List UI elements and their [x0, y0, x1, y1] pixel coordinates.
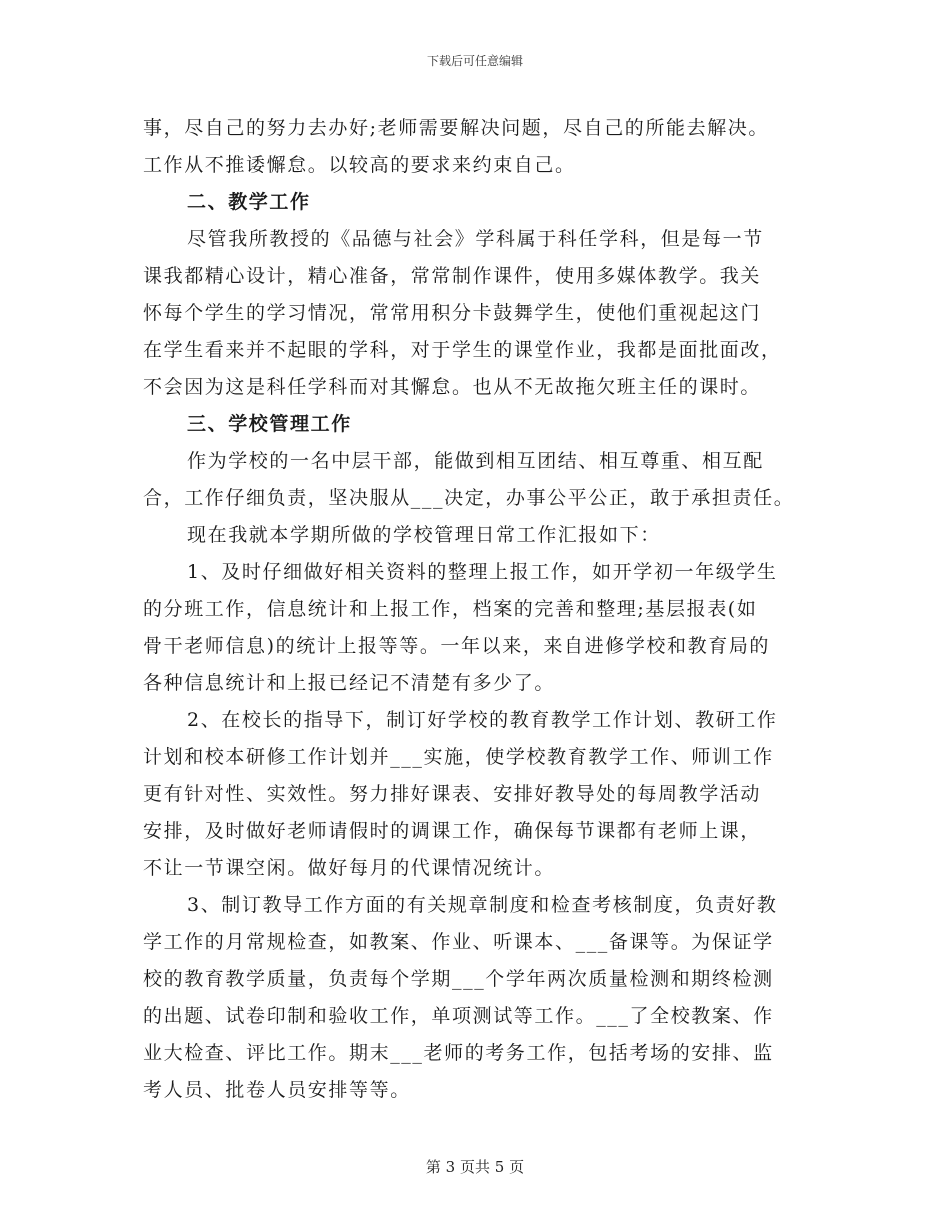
text-line: 现在我就本学期所做的学校管理日常工作汇报如下： [187, 524, 661, 546]
document-body [143, 110, 823, 1109]
text-line: 骨干老师信息)的统计上报等等。一年以来，来自进修学校和教育局的 [143, 635, 771, 657]
section-heading: 二、教学工作 [187, 191, 311, 213]
text-line: 的分班工作，信息统计和上报工作，档案的完善和整理;基层报表(如 [143, 598, 758, 620]
section-heading: 三、学校管理工作 [187, 413, 352, 435]
text-line: 课我都精心设计，精心准备，常常制作课件，使用多媒体教学。我关 [143, 265, 762, 287]
text-line: 工作从不推诿懈怠。以较高的要求来约束自己。 [143, 154, 576, 176]
text-line: 尽管我所教授的《品德与社会》学科属于科任学科，但是每一节 [187, 228, 764, 250]
text-line: 不让一节课空闲。做好每月的代课情况统计。 [143, 857, 556, 879]
text-line: 校的教育教学质量，负责每个学期___个学年两次质量检测和期终检测 [143, 968, 774, 990]
text-line: 的出题、试卷印制和验收工作，单项测试等工作。___了全校教案、作 [143, 1005, 774, 1027]
text-line: 作为学校的一名中层干部，能做到相互团结、相互尊重、相互配 [187, 450, 764, 472]
text-line: 各种信息统计和上报已经记不清楚有多少了。 [143, 672, 556, 694]
text-line: 2、在校长的指导下，制订好学校的教育教学工作计划、教研工作 [187, 709, 778, 731]
text-line: 不会因为这是科任学科而对其懈怠。也从不无故拖欠班主任的课时。 [143, 376, 762, 398]
text-line: 1、及时仔细做好相关资料的整理上报工作，如开学初一年级学生 [187, 561, 778, 583]
text-line: 事，尽自己的努力去办好;老师需要解决问题，尽自己的所能去解决。 [143, 117, 770, 139]
page-header: 下载后可任意编辑 [426, 54, 523, 68]
text-line: 3、制订教导工作方面的有关规章制度和检查考核制度，负责好教 [187, 894, 778, 916]
text-line: 合，工作仔细负责，坚决服从___决定，办事公平公正，敢于承担责任。 [143, 487, 795, 509]
text-line: 更有针对性、实效性。努力排好课表、安排好教导处的每周教学活动 [143, 783, 762, 805]
text-line: 业大检查、评比工作。期末___老师的考务工作，包括考场的安排、监 [143, 1042, 774, 1064]
text-line: 学工作的月常规检查，如教案、作业、听课本、___备课等。为保证学 [143, 931, 774, 953]
page-footer: 第 3 页共 5 页 [425, 1158, 525, 1176]
text-line: 怀每个学生的学习情况，常常用积分卡鼓舞学生，使他们重视起这门 [143, 302, 762, 324]
text-line: 在学生看来并不起眼的学科，对于学生的课堂作业，我都是面批面改， [143, 339, 782, 361]
text-line: 考人员、批卷人员安排等等。 [143, 1079, 411, 1101]
text-line: 计划和校本研修工作计划并___实施，使学校教育教学工作、师训工作 [143, 746, 774, 768]
text-line: 安排，及时做好老师请假时的调课工作，确保每节课都有老师上课， [143, 820, 762, 842]
